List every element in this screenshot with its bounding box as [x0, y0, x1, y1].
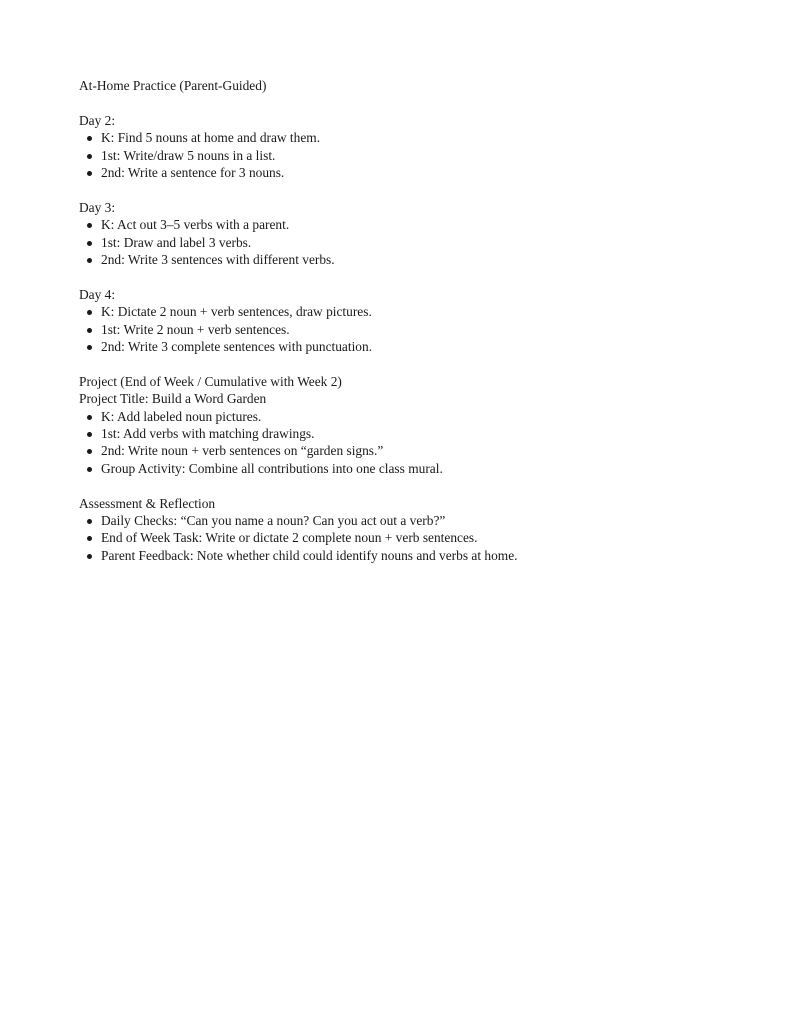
- bullet-icon: [87, 554, 92, 559]
- bullet-icon: [87, 415, 92, 420]
- day-3-list: [79, 216, 729, 268]
- day-2-heading: Day 2:: [79, 112, 116, 128]
- list-item: 2nd: Write noun + verb sentences on “garden signs.”: [79, 442, 729, 459]
- bullet-icon: [87, 432, 92, 437]
- day-3-heading: Day 3:: [79, 199, 116, 215]
- bullet-icon: [87, 223, 92, 228]
- document-page: [79, 77, 729, 564]
- bullet-icon: [87, 136, 92, 141]
- bullet-icon: [87, 519, 92, 524]
- list-item: 1st: Write 2 noun + verb sentences.: [79, 321, 729, 338]
- list-item: Group Activity: Combine all contributions into one class mural.: [79, 460, 729, 477]
- project-list: [79, 408, 729, 478]
- bullet-icon: [87, 536, 92, 541]
- list-item: End of Week Task: Write or dictate 2 complete noun + verb sentences.: [79, 529, 729, 546]
- bullet-icon: [87, 241, 92, 246]
- assessment-heading: Assessment & Reflection: [79, 495, 216, 511]
- project-heading: Project (End of Week / Cumulative with Week 2): [79, 373, 342, 389]
- bullet-icon: [87, 310, 92, 315]
- bullet-icon: [87, 258, 92, 263]
- list-item: 1st: Draw and label 3 verbs.: [79, 234, 729, 251]
- list-item: 1st: Add verbs with matching drawings.: [79, 425, 729, 442]
- bullet-icon: [87, 467, 92, 472]
- list-item: 1st: Write/draw 5 nouns in a list.: [79, 147, 729, 164]
- day-2-list: [79, 129, 729, 181]
- list-item: 2nd: Write 3 sentences with different verbs.: [79, 251, 729, 268]
- list-item: 2nd: Write 3 complete sentences with punctuation.: [79, 338, 729, 355]
- bullet-icon: [87, 345, 92, 350]
- project-title: Project Title: Build a Word Garden: [79, 391, 267, 407]
- list-item: K: Act out 3–5 verbs with a parent.: [79, 216, 729, 233]
- bullet-icon: [87, 328, 92, 333]
- assessment-list: [79, 512, 729, 564]
- list-item: K: Find 5 nouns at home and draw them.: [79, 129, 729, 146]
- list-item: Parent Feedback: Note whether child could identify nouns and verbs at home.: [79, 547, 729, 564]
- list-item: Daily Checks: “Can you name a noun? Can you act out a verb?”: [79, 512, 729, 529]
- list-item: K: Dictate 2 noun + verb sentences, draw pictures.: [79, 303, 729, 320]
- list-item: 2nd: Write a sentence for 3 nouns.: [79, 164, 729, 181]
- list-item: K: Add labeled noun pictures.: [79, 408, 729, 425]
- bullet-icon: [87, 449, 92, 454]
- day-4-list: [79, 303, 729, 355]
- page-title: At-Home Practice (Parent-Guided): [79, 78, 267, 93]
- day-4-heading: Day 4:: [79, 286, 116, 302]
- bullet-icon: [87, 171, 92, 176]
- bullet-icon: [87, 154, 92, 159]
